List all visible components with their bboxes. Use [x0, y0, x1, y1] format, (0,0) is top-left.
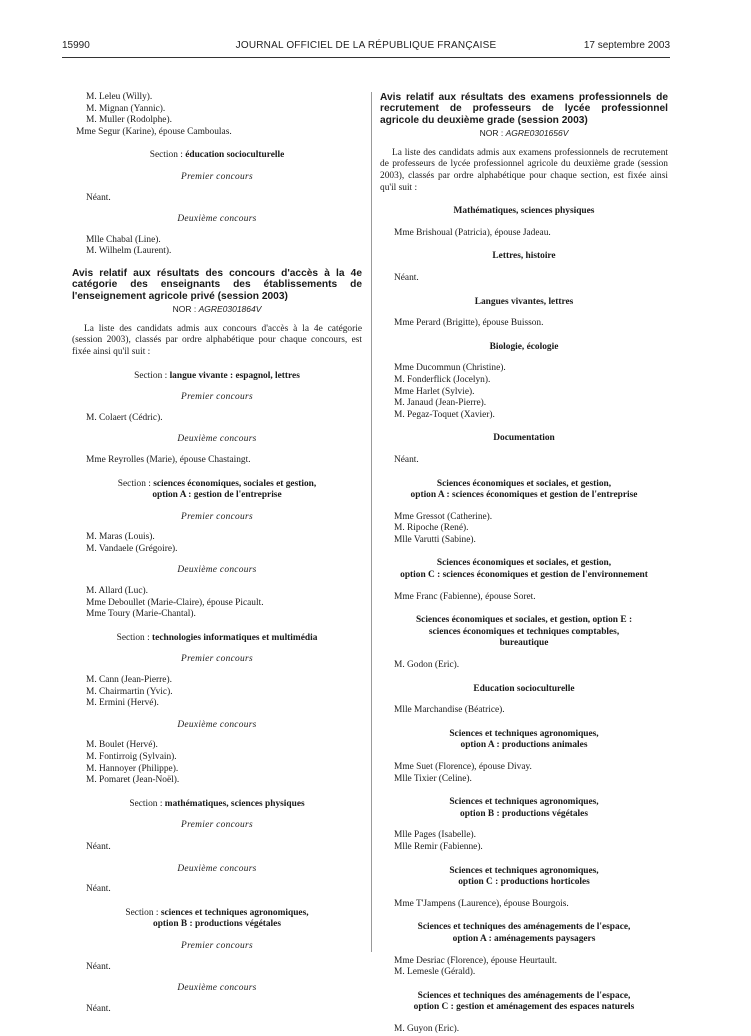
list-item: Mlle Chabal (Line).	[86, 234, 161, 245]
section-heading: Sciences et techniques des aménagements de l'espace, option A : aménagements paysagers	[417, 922, 631, 944]
list-item: Mlle Varutti (Sabine).	[394, 534, 476, 545]
list-item: M. Guyon (Eric).	[394, 1023, 460, 1034]
concours-heading: Deuxième concours	[177, 565, 257, 576]
name-list	[380, 512, 668, 547]
right-column	[380, 92, 668, 1036]
name-list	[72, 675, 362, 710]
section-heading: Langues vivantes, lettres	[474, 296, 574, 307]
list-item: M. Muller (Rodolphe).	[86, 115, 172, 126]
list-item: M. Fonderflick (Jocelyn).	[394, 374, 491, 385]
list-item: M. Hannoyer (Philippe).	[86, 763, 179, 774]
list-item: M. Fontirroig (Sylvain).	[86, 752, 177, 762]
name-list	[380, 592, 668, 604]
list-item: M. Chairmartin (Yvic).	[86, 686, 173, 697]
list-item: Mme Reyrolles (Marie), épouse Chastaingt.	[86, 454, 251, 465]
neant-text: Néant.	[86, 1003, 111, 1014]
section-heading: Section : sciences économiques, sociales et gestion, option A : gestion de l'entreprise	[117, 478, 317, 501]
list-item: M. Allard (Luc).	[86, 586, 148, 597]
list-item: M. Leleu (Willy).	[86, 92, 153, 102]
list-item: Mme Toury (Marie-Chantal).	[86, 609, 196, 620]
column-divider	[371, 92, 372, 952]
list-item: M. Ripoche (René).	[394, 523, 469, 534]
name-list	[72, 586, 362, 621]
notice-title: Avis relatif aux résultats des concours d'accès à la 4e catégorie des enseignants des établissements de l'enseignement agricole privé (session 2003)	[72, 267, 362, 302]
section-heading: Section : mathématiques, sciences physiques	[129, 798, 305, 809]
intro-paragraph: La liste des candidats admis aux concours d'accès à la 4e catégorie (session 2003), classés par ordre alphabétique pour chaque concours, est fixée ainsi qu'il suit :	[72, 323, 362, 357]
list-item: M. Ermini (Hervé).	[86, 698, 159, 709]
name-list	[72, 455, 362, 467]
section-heading: Sciences et techniques agronomiques, option A : productions animales	[449, 728, 599, 751]
section-heading: Biologie, écologie	[489, 341, 559, 352]
neant-text: Néant.	[394, 272, 419, 283]
list-item: Mme Harlet (Sylvie).	[394, 386, 475, 397]
list-item: M. Pomaret (Jean-Noël).	[86, 775, 180, 786]
neant-text: Néant.	[394, 454, 419, 465]
journal-title: JOURNAL OFFICIEL DE LA RÉPUBLIQUE FRANÇAISE	[235, 40, 497, 51]
list-item: Mme Ducommun (Christine).	[394, 363, 506, 374]
list-item: Mlle Tixier (Celine).	[394, 773, 472, 784]
name-list	[72, 92, 362, 138]
list-item: M. Pegaz-Toquet (Xavier).	[394, 409, 495, 420]
neant-text: Néant.	[86, 884, 111, 895]
list-item: Mlle Remir (Fabienne).	[394, 841, 483, 852]
name-list	[380, 899, 668, 911]
concours-heading: Deuxième concours	[177, 719, 257, 730]
list-item: M. Lemesle (Gérald).	[394, 967, 476, 978]
list-item: Mme Suet (Florence), épouse Divay.	[394, 762, 532, 772]
name-list	[380, 318, 668, 330]
section-heading: Sciences économiques et sociales, et gestion, option A : sciences économiques et gestion de l'entreprise	[410, 478, 638, 501]
neant-text: Néant.	[86, 961, 111, 972]
list-item: Mlle Pages (Isabelle).	[394, 830, 477, 841]
name-list	[72, 413, 362, 425]
list-item: M. Vandaele (Grégoire).	[86, 543, 178, 554]
name-list	[380, 830, 668, 853]
list-item: M. Cann (Jean-Pierre).	[86, 675, 172, 686]
name-list	[72, 235, 362, 258]
section-heading: Sciences et techniques agronomiques, option B : productions végétales	[449, 797, 599, 819]
concours-heading: Premier concours	[181, 511, 253, 522]
list-item: M. Janaud (Jean-Pierre).	[394, 398, 487, 409]
list-item: M. Boulet (Hervé).	[86, 740, 158, 751]
list-item: Mme Franc (Fabienne), épouse Soret.	[394, 591, 536, 602]
concours-heading: Deuxième concours	[177, 863, 257, 874]
list-item: Mme Segur (Karine), épouse Camboulas.	[76, 126, 232, 137]
section-heading: Lettres, histoire	[492, 251, 556, 262]
name-list	[380, 1024, 668, 1036]
header-rule	[62, 57, 670, 58]
list-item: Mme Gressot (Catherine).	[394, 511, 493, 522]
concours-heading: Premier concours	[181, 171, 253, 182]
concours-heading: Premier concours	[181, 940, 253, 951]
page-number: 15990	[62, 40, 90, 51]
name-list	[380, 228, 668, 240]
intro-paragraph: La liste des candidats admis aux examens professionnels de recrutement de professeurs de lycée professionnel agricole du deuxième grade (session 2003), classés par ordre alphabétique pour chaque section, est fixée ainsi qu'il suit :	[380, 147, 668, 193]
list-item: Mlle Marchandise (Béatrice).	[394, 705, 505, 716]
concours-heading: Deuxième concours	[177, 983, 257, 994]
list-item: Mme T'Jampens (Laurence), épouse Bourgois.	[394, 898, 569, 909]
concours-heading: Premier concours	[181, 392, 253, 403]
name-list	[380, 762, 668, 785]
name-list	[380, 363, 668, 421]
section-heading: Sciences et techniques agronomiques, option C : productions horticoles	[449, 865, 599, 888]
list-item: Mme Deboullet (Marie-Claire), épouse Picault.	[86, 597, 264, 608]
concours-heading: Deuxième concours	[177, 434, 257, 445]
list-item: M. Colaert (Cédric).	[86, 412, 163, 423]
name-list	[380, 660, 668, 672]
concours-heading: Premier concours	[181, 654, 253, 665]
name-list	[380, 705, 668, 717]
list-item: M. Maras (Louis).	[86, 532, 155, 543]
section-heading: Sciences économiques et sociales, et gestion, option E : sciences économiques et techniques comptables, bureautique	[415, 615, 633, 649]
list-item: M. Mignan (Yannic).	[86, 103, 166, 114]
list-item: Mme Perard (Brigitte), épouse Buisson.	[394, 318, 544, 329]
nor-reference: NOR : AGRE0301864V	[172, 304, 262, 315]
name-list	[72, 532, 362, 555]
neant-text: Néant.	[86, 192, 111, 203]
publication-date: 17 septembre 2003	[583, 40, 670, 51]
concours-heading: Premier concours	[181, 820, 253, 831]
list-item: M. Wilhelm (Laurent).	[86, 246, 172, 257]
notice-title: Avis relatif aux résultats des examens professionnels de recrutement de professeurs de lycée professionnel agricole du deuxième grade (session 2003)	[380, 92, 668, 126]
section-heading: Mathématiques, sciences physiques	[453, 206, 595, 217]
section-heading: Section : langue vivante : espagnol, lettres	[134, 370, 300, 381]
section-heading: Section : sciences et techniques agronomiques, option B : productions végétales	[125, 907, 309, 930]
name-list	[380, 956, 668, 979]
list-item: Mme Brishoual (Patricia), épouse Jadeau.	[394, 227, 551, 238]
section-heading: Sciences économiques et sociales, et gestion, option C : sciences économiques et gestion de l'environnement	[400, 558, 648, 581]
list-item: Mme Desriac (Florence), épouse Heurtault.	[394, 955, 557, 966]
nor-reference: NOR : AGRE0301656V	[479, 128, 569, 139]
left-column	[72, 92, 362, 1019]
section-heading: Documentation	[493, 433, 555, 444]
concours-heading: Deuxième concours	[177, 214, 257, 225]
section-heading: Education socioculturelle	[473, 683, 575, 694]
page-header	[62, 40, 670, 54]
section-heading: Sciences et techniques des aménagements de l'espace, option C : gestion et aménagement des espaces naturels	[413, 990, 635, 1013]
section-heading: Section : technologies informatiques et multimédia	[116, 632, 318, 643]
list-item: M. Godon (Eric).	[394, 660, 460, 671]
name-list	[72, 740, 362, 786]
section-heading: Section : éducation socioculturelle	[149, 150, 285, 161]
neant-text: Néant.	[86, 841, 111, 852]
